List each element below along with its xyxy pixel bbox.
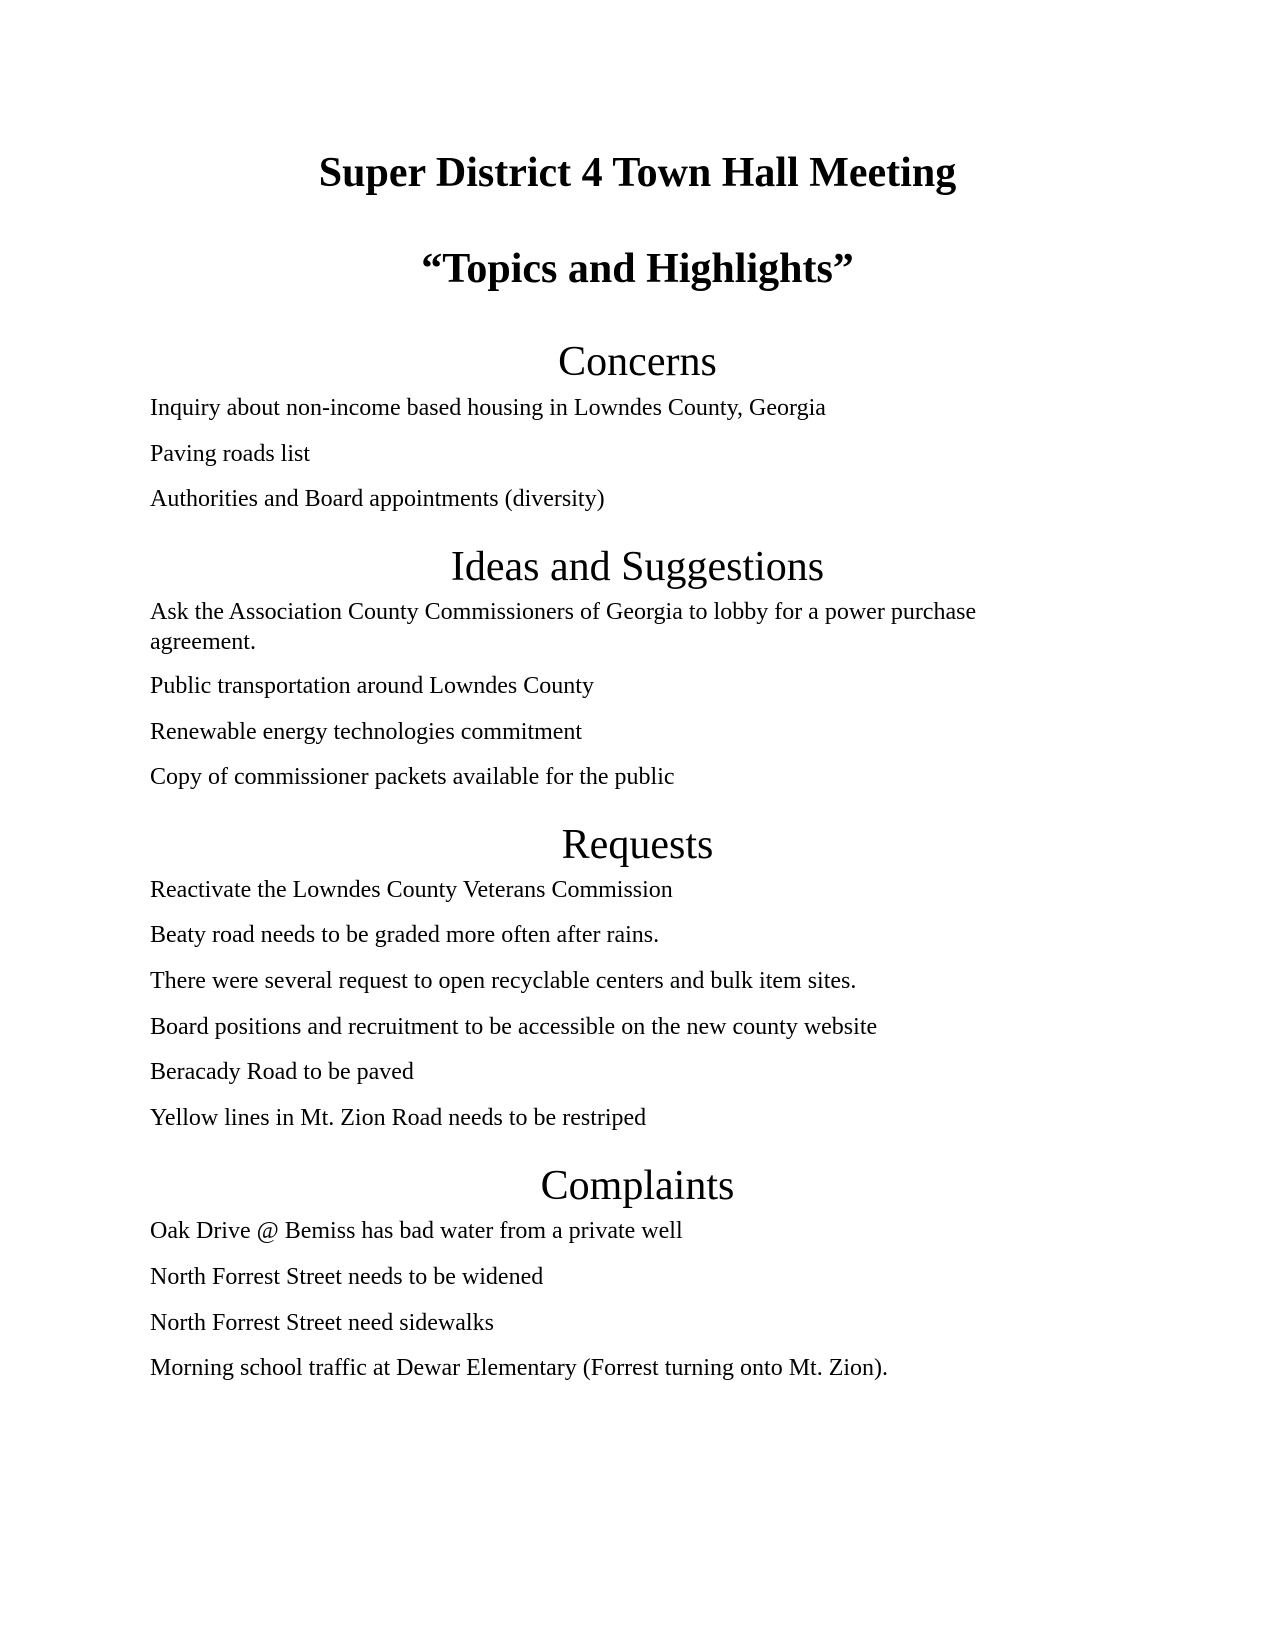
list-item: Inquiry about non-income based housing in Lowndes County, Georgia: [150, 395, 826, 421]
list-item: North Forrest Street need sidewalks: [150, 1310, 494, 1336]
list-item: Public transportation around Lowndes County: [150, 673, 594, 699]
section-heading-ideas-and-suggestions: Ideas and Suggestions: [450, 544, 825, 590]
list-item: North Forrest Street needs to be widened: [150, 1264, 544, 1290]
list-item: Reactivate the Lowndes County Veterans Commission: [150, 877, 673, 903]
list-item: There were several request to open recyclable centers and bulk item sites.: [150, 968, 857, 994]
list-item: Paving roads list: [150, 441, 310, 467]
section-heading-complaints: Complaints: [540, 1163, 735, 1209]
list-item: Ask the Association County Commissioners of Georgia to lobby for a power purchase agreement.: [150, 599, 977, 655]
section-heading-requests: Requests: [561, 822, 714, 868]
document-title: Super District 4 Town Hall Meeting: [318, 150, 957, 196]
document-subtitle: “Topics and Highlights”: [421, 246, 854, 292]
list-item: Beracady Road to be paved: [150, 1059, 414, 1085]
list-item: Renewable energy technologies commitment: [150, 719, 583, 745]
list-item: Yellow lines in Mt. Zion Road needs to be restriped: [150, 1105, 647, 1131]
section-heading-concerns: Concerns: [558, 339, 717, 385]
list-item: Beaty road needs to be graded more often after rains.: [150, 922, 660, 948]
list-item: Board positions and recruitment to be accessible on the new county website: [150, 1014, 878, 1040]
list-item: Morning school traffic at Dewar Elementary (Forrest turning onto Mt. Zion).: [150, 1355, 889, 1381]
list-item: Authorities and Board appointments (diversity): [150, 486, 605, 512]
list-item: Oak Drive @ Bemiss has bad water from a private well: [150, 1218, 683, 1244]
list-item: Copy of commissioner packets available for the public: [150, 764, 675, 790]
